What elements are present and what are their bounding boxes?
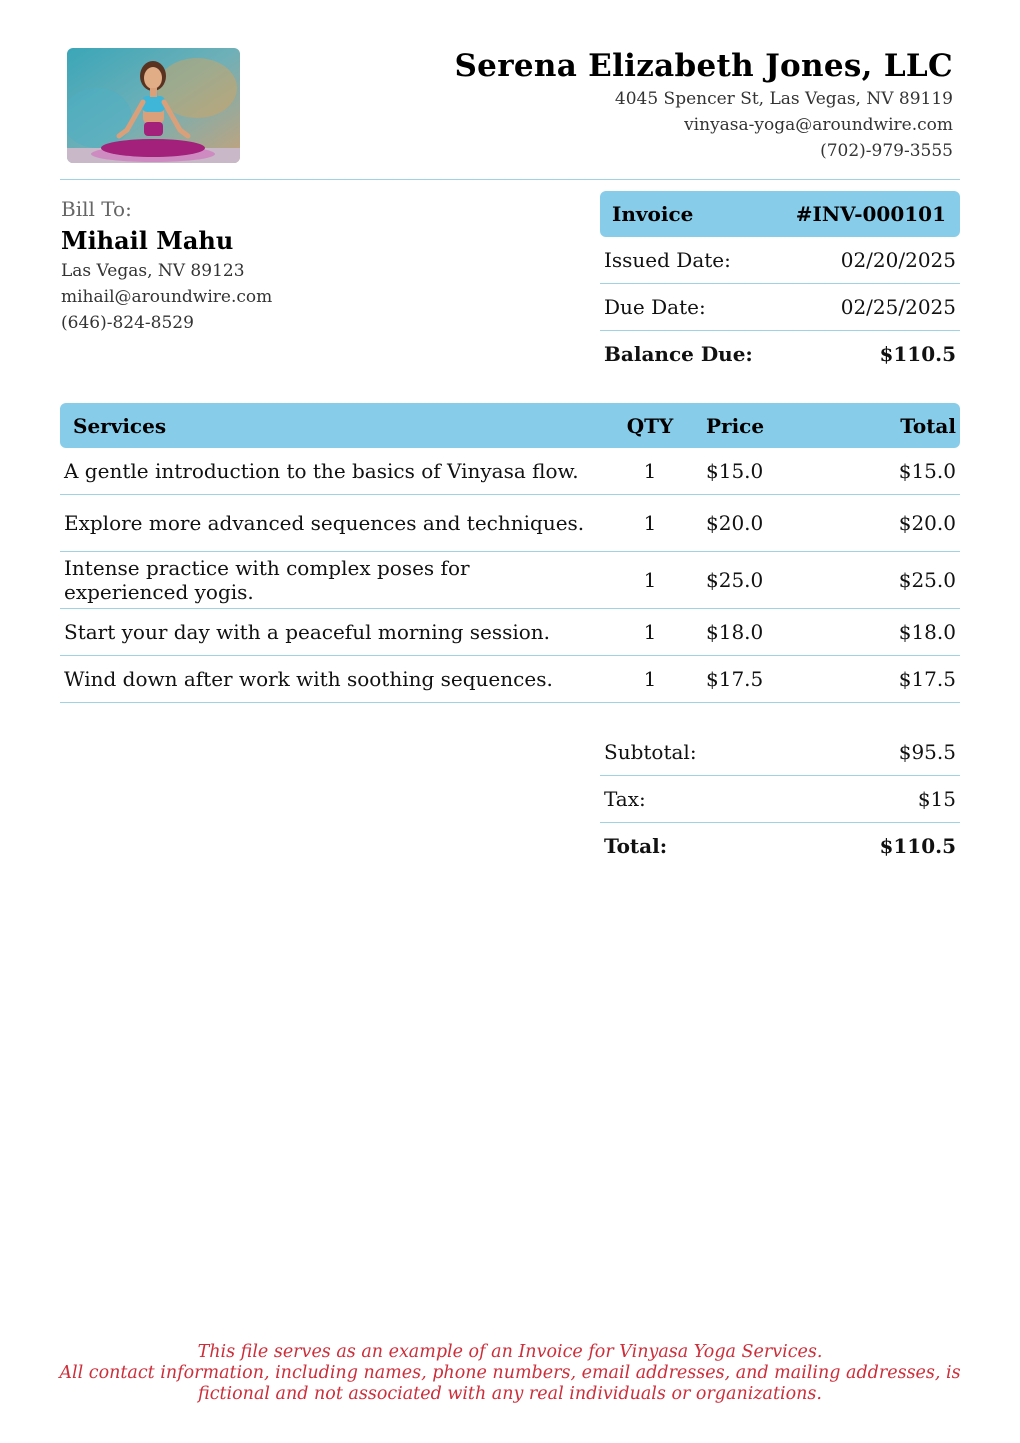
row-description: Start your day with a peaceful morning session.: [64, 620, 551, 644]
bill-to-section: [61, 196, 272, 336]
company-phone: (702)-979-3555: [820, 141, 953, 161]
table-row: [60, 448, 960, 495]
header-price: Price: [706, 413, 765, 438]
header-services: Services: [73, 413, 167, 438]
disclaimer-line-3: fictional and not associated with any real individuals or organizations.: [198, 1384, 822, 1404]
row-description: Explore more advanced sequences and techniques.: [64, 511, 585, 535]
row-qty: 1: [643, 620, 657, 644]
invoice-number: #INV-000101: [795, 202, 946, 226]
row-qty: 1: [643, 511, 657, 535]
company-address: 4045 Spencer St, Las Vegas, NV 89119: [614, 89, 953, 109]
table-row: [60, 609, 960, 656]
header-total: Total: [900, 413, 956, 438]
tax-label: Tax:: [604, 787, 646, 811]
invoice-label: Invoice: [612, 202, 694, 226]
table-row: [60, 656, 960, 703]
client-address: Las Vegas, NV 89123: [61, 261, 245, 281]
totals-section: [600, 729, 960, 869]
row-qty: 1: [643, 459, 657, 483]
client-email: mihail@aroundwire.com: [61, 287, 273, 307]
row-price: $20.0: [706, 511, 764, 535]
company-email: vinyasa-yoga@aroundwire.com: [684, 115, 953, 135]
table-row: [60, 495, 960, 552]
row-total: $20.0: [898, 511, 956, 535]
services-table: [60, 403, 960, 703]
row-description: A gentle introduction to the basics of Vinyasa flow.: [64, 459, 579, 483]
disclaimer-line-2: All contact information, including names, phone numbers, email addresses, and mailing addresses, is: [59, 1363, 961, 1383]
row-qty: 1: [643, 568, 657, 592]
issued-date-value: 02/20/2025: [840, 248, 956, 272]
row-total: $17.5: [898, 667, 956, 691]
client-name: Mihail Mahu: [61, 226, 234, 255]
balance-due-label: Balance Due:: [604, 342, 753, 366]
balance-due-row: [600, 331, 960, 377]
header-qty: QTY: [626, 413, 674, 438]
row-price: $18.0: [706, 620, 764, 644]
subtotal-value: $95.5: [898, 740, 956, 764]
company-name: Serena Elizabeth Jones, LLC: [454, 48, 953, 84]
issued-date-label: Issued Date:: [604, 248, 731, 272]
row-price: $17.5: [706, 667, 764, 691]
due-date-label: Due Date:: [604, 295, 706, 319]
company-info: [454, 46, 953, 164]
header-divider: [60, 179, 960, 180]
due-date-row: [600, 284, 960, 331]
balance-due-value: $110.5: [879, 342, 956, 366]
row-description: Wind down after work with soothing sequences.: [64, 667, 553, 691]
row-price: $25.0: [706, 568, 764, 592]
row-total: $25.0: [898, 568, 956, 592]
invoice-details: [600, 191, 960, 377]
subtotal-label: Subtotal:: [604, 740, 697, 764]
row-description: Intense practice with complex poses for experienced yogis.: [64, 556, 470, 604]
row-total: $15.0: [898, 459, 956, 483]
issued-date-row: [600, 237, 960, 284]
bill-to-label: Bill To:: [61, 197, 132, 221]
client-phone: (646)-824-8529: [61, 313, 194, 333]
subtotal-row: [600, 729, 960, 776]
disclaimer-line-1: This file serves as an example of an Invoice for Vinyasa Yoga Services.: [197, 1342, 823, 1362]
company-logo-image: [67, 48, 240, 163]
total-label: Total:: [604, 834, 668, 858]
services-table-header: [60, 403, 960, 448]
disclaimer-footer: [20, 1342, 1000, 1405]
row-total: $18.0: [898, 620, 956, 644]
table-row: [60, 552, 960, 609]
total-value: $110.5: [879, 834, 956, 858]
tax-row: [600, 776, 960, 823]
yoga-woman-image: [67, 48, 240, 163]
total-row: [600, 823, 960, 869]
tax-value: $15: [917, 787, 956, 811]
row-qty: 1: [643, 667, 657, 691]
invoice-header: [600, 191, 960, 237]
due-date-value: 02/25/2025: [840, 295, 956, 319]
row-price: $15.0: [706, 459, 764, 483]
